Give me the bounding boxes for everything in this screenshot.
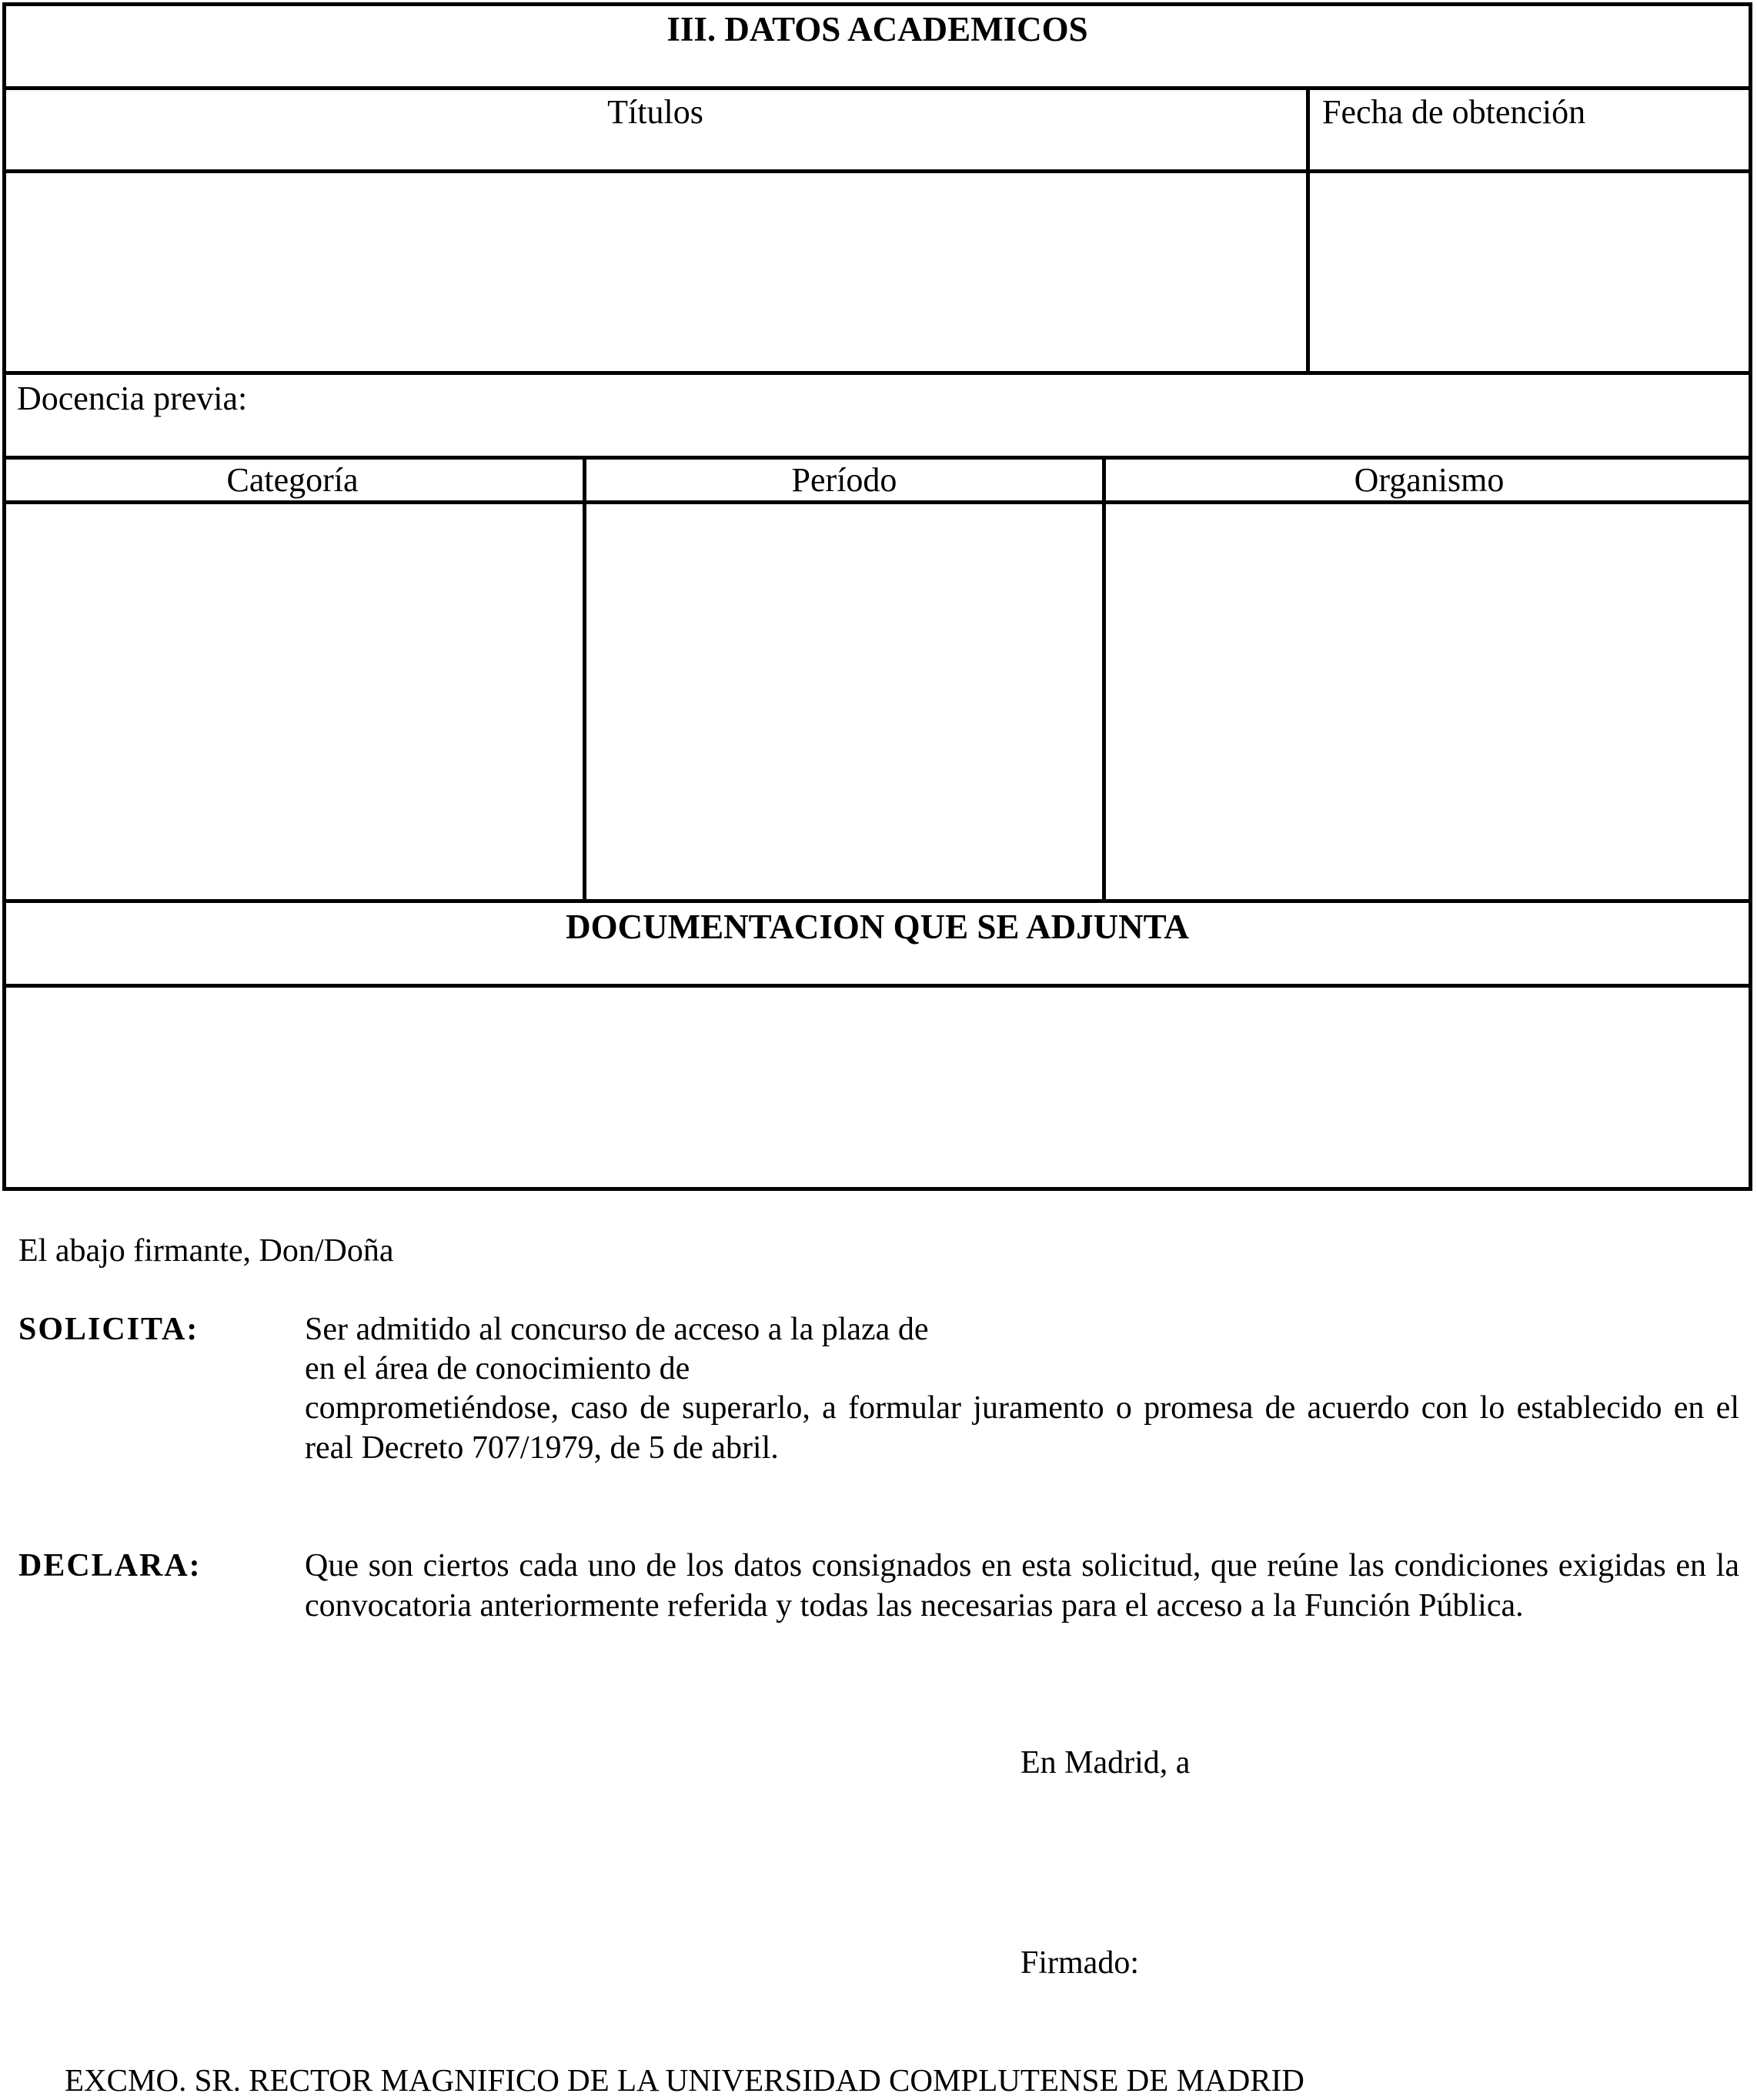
declara-label: DECLARA: bbox=[18, 1548, 202, 1583]
titulos-entry-area[interactable] bbox=[6, 173, 1306, 371]
solicita-line-1: Ser admitido al concurso de acceso a la plaza de bbox=[305, 1312, 929, 1347]
column-header-fecha-obtencion: Fecha de obtención bbox=[1322, 93, 1586, 131]
documentacion-entry-area[interactable] bbox=[6, 988, 1749, 1187]
column-header-categoria: Categoría bbox=[226, 461, 359, 499]
fecha-entry-area[interactable] bbox=[1310, 173, 1749, 371]
rule-below-title bbox=[2, 86, 1752, 90]
rule-below-titulos-body bbox=[2, 371, 1752, 375]
documentacion-heading: DOCUMENTACION QUE SE ADJUNTA bbox=[566, 908, 1189, 946]
signature-line: Firmado: bbox=[1020, 1945, 1139, 1981]
column-header-titulos: Títulos bbox=[607, 93, 703, 131]
section-title: III. DATOS ACADEMICOS bbox=[666, 10, 1088, 48]
declara-paragraph: Que son ciertos cada uno de los datos consignados en esta solicitud, que reúne las condiciones exigidas en la convocatoria anteriormente referida y todas las necesarias para el acceso a la Función Pública. bbox=[305, 1548, 1739, 1623]
rule-below-docencia-body bbox=[2, 899, 1752, 903]
solicita-line-2: en el área de conocimiento de bbox=[305, 1351, 690, 1386]
solicita-paragraph: comprometiéndose, caso de superarlo, a formular juramento o promesa de acuerdo con lo establecido en el real Decreto 707/1979, de 5 de abril. bbox=[305, 1390, 1739, 1466]
column-header-periodo: Período bbox=[791, 461, 897, 499]
column-header-organismo: Organismo bbox=[1354, 461, 1505, 499]
addressee-line: EXCMO. SR. RECTOR MAGNIFICO DE LA UNIVERSIDAD COMPLUTENSE DE MADRID bbox=[65, 2062, 1304, 2098]
rule-below-docencia bbox=[2, 456, 1752, 460]
docencia-previa-label: Docencia previa: bbox=[17, 380, 248, 417]
organismo-entry-area[interactable] bbox=[1106, 504, 1749, 899]
categoria-entry-area[interactable] bbox=[6, 504, 583, 899]
periodo-entry-area[interactable] bbox=[586, 504, 1102, 899]
solicita-label: SOLICITA: bbox=[18, 1312, 199, 1347]
place-date-line: En Madrid, a bbox=[1020, 1745, 1191, 1781]
firmante-line: El abajo firmante, Don/Doña bbox=[18, 1233, 394, 1269]
